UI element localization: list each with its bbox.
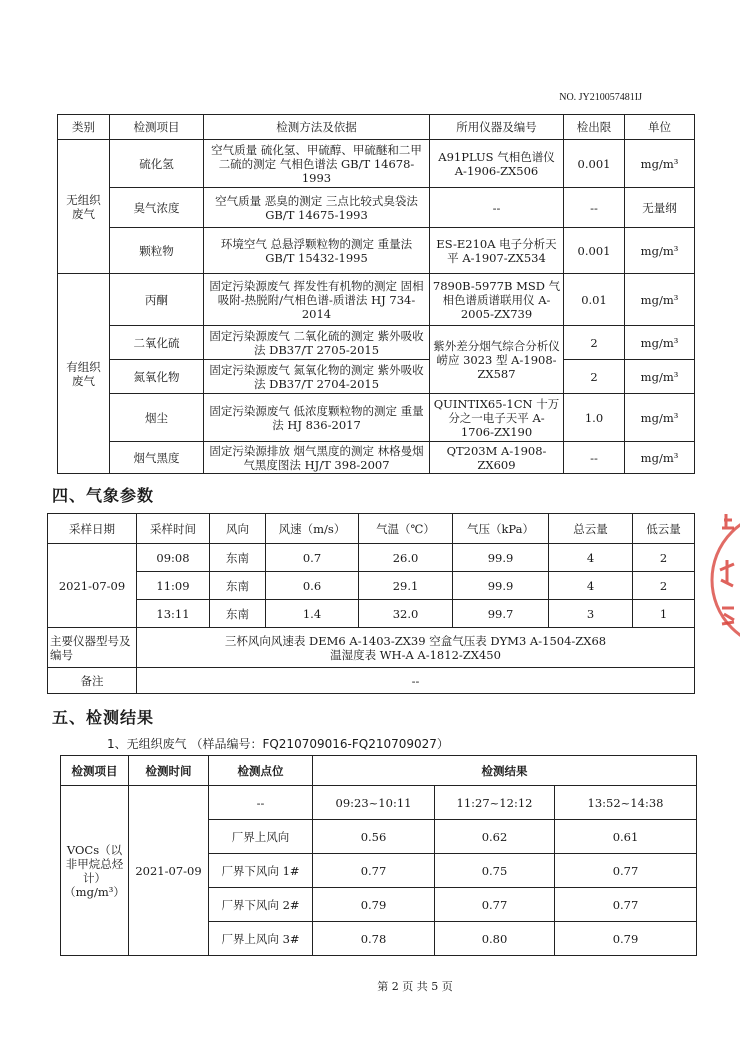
point-cell: 厂界上风向 (209, 820, 313, 854)
table-row (61, 786, 697, 820)
value-cell: 0.80 (435, 922, 555, 956)
red-seal-stamp (710, 500, 740, 660)
category-cell: 无组织 废气 (58, 140, 110, 274)
unit-cell: mg/m³ (625, 394, 695, 442)
limit-cell: -- (564, 188, 625, 228)
methods-header-row (58, 115, 695, 140)
low-cloud-cell: 2 (633, 544, 695, 572)
date-cell: 2021-07-09 (129, 786, 209, 956)
table-row (58, 326, 695, 360)
time-cell: 09:08 (137, 544, 210, 572)
unit-cell: mg/m³ (625, 360, 695, 394)
header-category: 类别 (58, 115, 110, 140)
report-number: NO. JY210057481IJ (559, 92, 642, 103)
header-item: 检测项目 (61, 756, 129, 786)
temp-cell: 29.1 (359, 572, 453, 600)
pressure-cell: 99.9 (453, 544, 549, 572)
value-cell: 0.75 (435, 854, 555, 888)
point-cell: -- (209, 786, 313, 820)
wind-dir-cell: 东南 (210, 544, 266, 572)
remark-value: -- (137, 668, 695, 694)
item-cell: 丙酮 (110, 274, 204, 326)
table-row (48, 544, 695, 572)
period-cell: 13:52~14:38 (555, 786, 697, 820)
temp-cell: 32.0 (359, 600, 453, 628)
limit-cell: 1.0 (564, 394, 625, 442)
item-cell: 烟气黑度 (110, 442, 204, 474)
page-footer: 第 2 页 共 5 页 (377, 980, 453, 993)
value-cell: 0.79 (313, 888, 435, 922)
weather-table (47, 513, 695, 694)
header-unit: 单位 (625, 115, 695, 140)
instrument-cell: 7890B-5977B MSD 气相色谱质谱联用仪 A-2005-ZX739 (430, 274, 564, 326)
weather-header-row (48, 514, 695, 544)
temp-cell: 26.0 (359, 544, 453, 572)
value-cell: 0.77 (435, 888, 555, 922)
item-cell: 颗粒物 (110, 228, 204, 274)
point-cell: 厂界下风向 1# (209, 854, 313, 888)
method-cell: 固定污染源废气 低浓度颗粒物的测定 重量法 HJ 836-2017 (204, 394, 430, 442)
header-date: 采样日期 (48, 514, 137, 544)
value-cell: 0.78 (313, 922, 435, 956)
method-cell: 空气质量 恶臭的测定 三点比较式臭袋法 GB/T 14675-1993 (204, 188, 430, 228)
header-point: 检测点位 (209, 756, 313, 786)
results-header-row (61, 756, 697, 786)
low-cloud-cell: 1 (633, 600, 695, 628)
section-4-title: 四、气象参数 (52, 486, 155, 505)
instrument-cell: 紫外差分烟气综合分析仪 崂应 3023 型 A-1908-ZX587 (430, 326, 564, 394)
period-cell: 11:27~12:12 (435, 786, 555, 820)
instrument-value (137, 628, 695, 668)
method-cell: 固定污染源废气 挥发性有机物的测定 固相吸附-热脱附/气相色谱-质谱法 HJ 734-2014 (204, 274, 430, 326)
table-row (58, 442, 695, 474)
total-cloud-cell: 3 (549, 600, 633, 628)
header-result: 检测结果 (313, 756, 697, 786)
instrument-cell: QT203M A-1908-ZX609 (430, 442, 564, 474)
header-time: 采样时间 (137, 514, 210, 544)
header-instrument: 所用仪器及编号 (430, 115, 564, 140)
time-cell: 11:09 (137, 572, 210, 600)
point-cell: 厂界下风向 2# (209, 888, 313, 922)
instrument-row (48, 628, 695, 668)
header-low-cloud: 低云量 (633, 514, 695, 544)
category-cell: 有组织 废气 (58, 274, 110, 474)
table-row (48, 600, 695, 628)
item-cell: 臭气浓度 (110, 188, 204, 228)
period-cell: 09:23~10:11 (313, 786, 435, 820)
unit-cell: mg/m³ (625, 228, 695, 274)
instrument-line-1: 三杯风向风速表 DEM6 A-1403-ZX39 空盒气压表 DYM3 A-1504-ZX68 (224, 633, 607, 648)
method-cell: 空气质量 硫化氢、甲硫醇、甲硫醚和二甲二硫的测定 气相色谱法 GB/T 14678-1993 (204, 140, 430, 188)
header-total-cloud: 总云量 (549, 514, 633, 544)
value-cell: 0.77 (555, 888, 697, 922)
instrument-cell: -- (430, 188, 564, 228)
item-cell: 氮氧化物 (110, 360, 204, 394)
remark-row (48, 668, 695, 694)
wind-dir-cell: 东南 (210, 572, 266, 600)
instrument-label: 主要仪器型号及编号 (48, 628, 137, 668)
value-cell: 0.62 (435, 820, 555, 854)
pressure-cell: 99.9 (453, 572, 549, 600)
item-cell: 硫化氢 (110, 140, 204, 188)
date-cell: 2021-07-09 (48, 544, 137, 628)
time-cell: 13:11 (137, 600, 210, 628)
total-cloud-cell: 4 (549, 544, 633, 572)
table-row (58, 140, 695, 188)
table-row (58, 188, 695, 228)
header-time: 检测时间 (129, 756, 209, 786)
item-cell: 二氧化硫 (110, 326, 204, 360)
table-row (58, 274, 695, 326)
unit-cell: mg/m³ (625, 274, 695, 326)
method-cell: 固定污染源排放 烟气黑度的测定 林格曼烟气黑度图法 HJ/T 398-2007 (204, 442, 430, 474)
instrument-cell: A91PLUS 气相色谱仪 A-1906-ZX506 (430, 140, 564, 188)
unit-cell: 无量纲 (625, 188, 695, 228)
pressure-cell: 99.7 (453, 600, 549, 628)
limit-cell: 0.001 (564, 228, 625, 274)
value-cell: 0.79 (555, 922, 697, 956)
value-cell: 0.56 (313, 820, 435, 854)
header-method: 检测方法及依据 (204, 115, 430, 140)
low-cloud-cell: 2 (633, 572, 695, 600)
table-row (48, 572, 695, 600)
method-cell: 环境空气 总悬浮颗粒物的测定 重量法 GB/T 15432-1995 (204, 228, 430, 274)
remark-label: 备注 (48, 668, 137, 694)
limit-cell: 2 (564, 326, 625, 360)
value-cell: 0.77 (555, 854, 697, 888)
limit-cell: 2 (564, 360, 625, 394)
header-pressure: 气压（kPa） (453, 514, 549, 544)
unit-cell: mg/m³ (625, 442, 695, 474)
value-cell: 0.77 (313, 854, 435, 888)
subsection-title: 1、无组织废气 （样品编号：FQ210709016-FQ210709027） (107, 737, 449, 751)
instrument-cell: QUINTIX65-1CN 十万分之一电子天平 A-1706-ZX190 (430, 394, 564, 442)
wind-speed-cell: 0.6 (266, 572, 359, 600)
section-5-title: 五、检测结果 (52, 708, 155, 727)
wind-speed-cell: 0.7 (266, 544, 359, 572)
header-limit: 检出限 (564, 115, 625, 140)
limit-cell: -- (564, 442, 625, 474)
item-cell: VOCs（以非甲烷总烃计）（mg/m³） (61, 786, 129, 956)
limit-cell: 0.001 (564, 140, 625, 188)
method-cell: 固定污染源废气 氮氧化物的测定 紫外吸收法 DB37/T 2704-2015 (204, 360, 430, 394)
wind-speed-cell: 1.4 (266, 600, 359, 628)
unit-cell: mg/m³ (625, 140, 695, 188)
wind-dir-cell: 东南 (210, 600, 266, 628)
header-item: 检测项目 (110, 115, 204, 140)
header-wind-dir: 风向 (210, 514, 266, 544)
methods-table (57, 114, 695, 474)
table-row (58, 228, 695, 274)
value-cell: 0.61 (555, 820, 697, 854)
point-cell: 厂界上风向 3# (209, 922, 313, 956)
method-cell: 固定污染源废气 二氧化硫的测定 紫外吸收法 DB37/T 2705-2015 (204, 326, 430, 360)
table-row (58, 394, 695, 442)
results-table (60, 755, 697, 956)
table-row (58, 360, 695, 394)
header-wind-speed: 风速（m/s） (266, 514, 359, 544)
header-temp: 气温（℃） (359, 514, 453, 544)
instrument-line-2: 温湿度表 WH-A A-1812-ZX450 (330, 647, 501, 662)
total-cloud-cell: 4 (549, 572, 633, 600)
unit-cell: mg/m³ (625, 326, 695, 360)
instrument-cell: ES-E210A 电子分析天平 A-1907-ZX534 (430, 228, 564, 274)
limit-cell: 0.01 (564, 274, 625, 326)
item-cell: 烟尘 (110, 394, 204, 442)
